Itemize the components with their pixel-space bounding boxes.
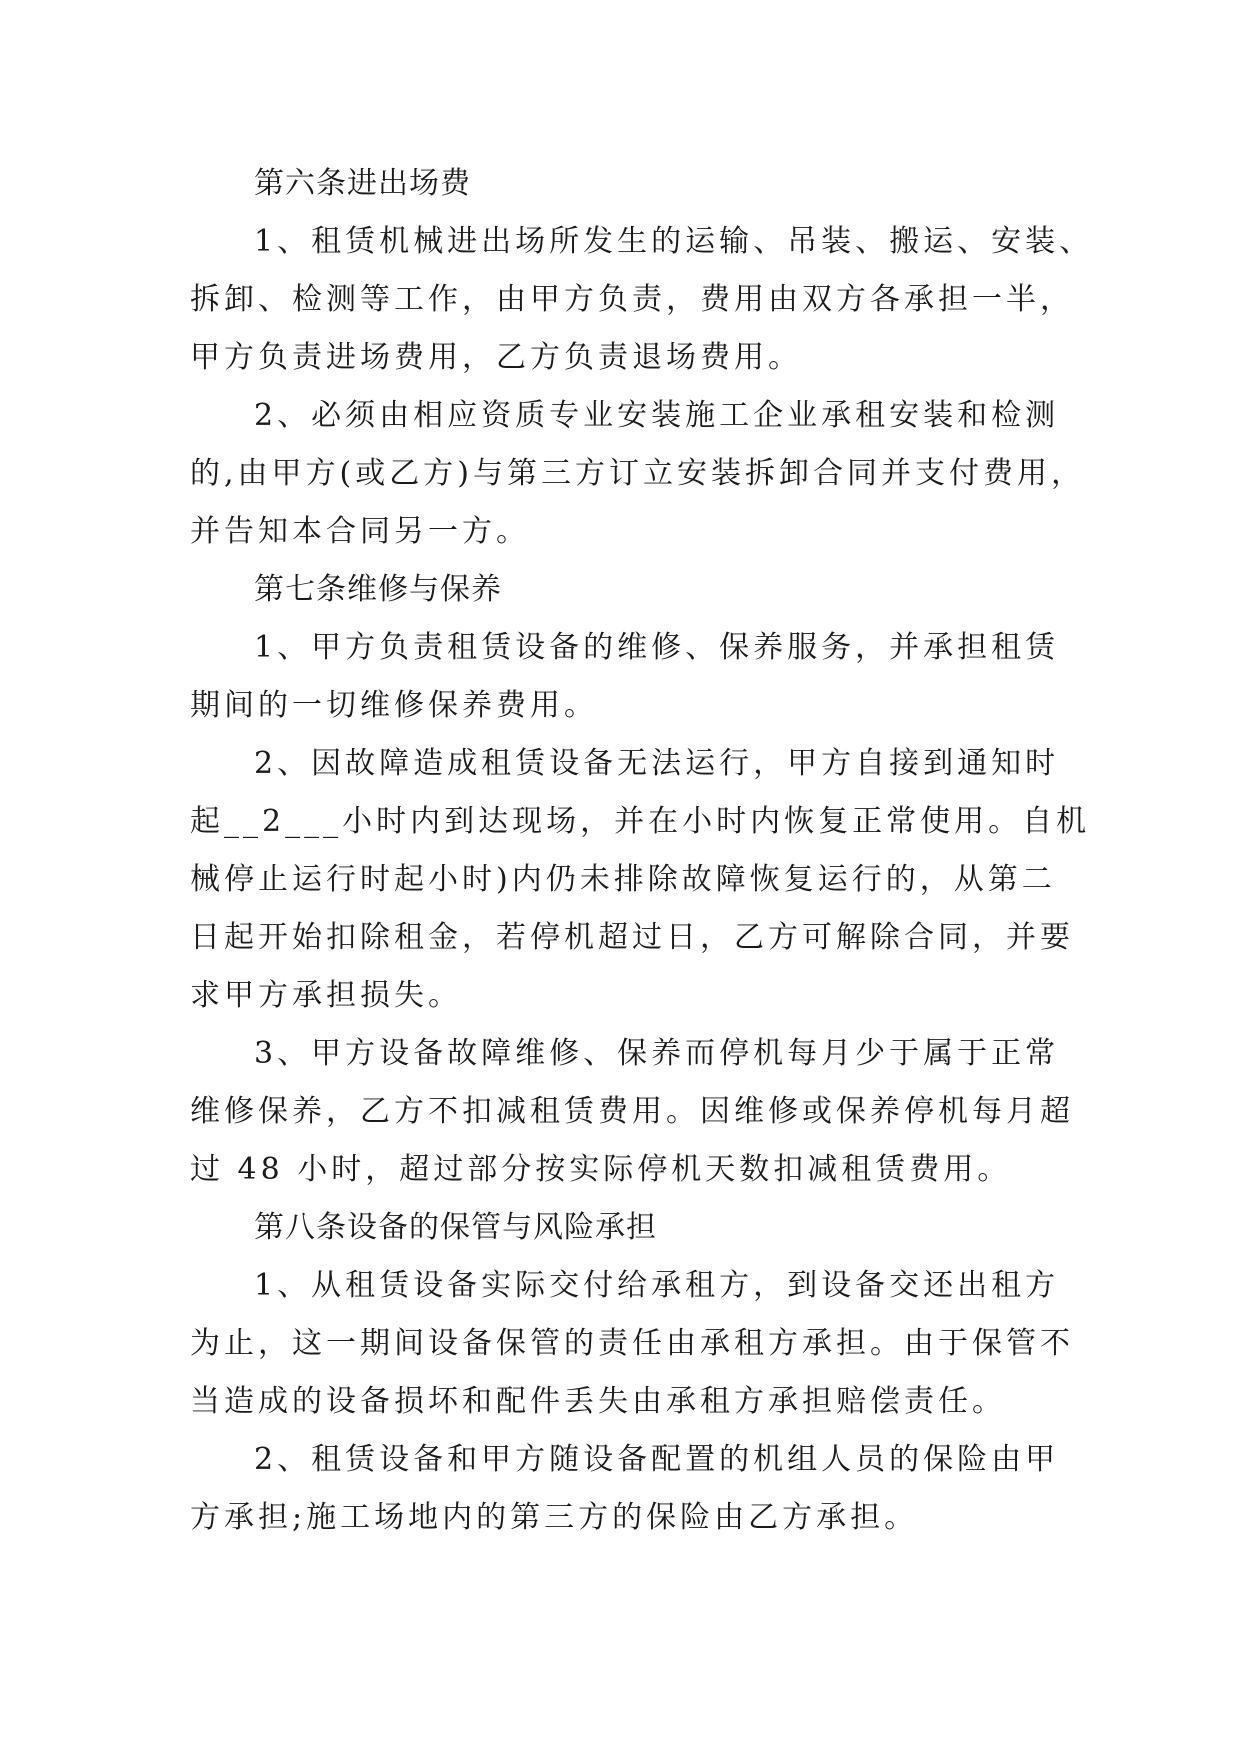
text-line: 2、必须由相应资质专业安装施工企业承租安装和检测 (254, 398, 1060, 433)
article-8-paragraph-1 (190, 1257, 1074, 1431)
article-8-paragraph-2 (190, 1431, 1060, 1547)
text-line: 的,由甲方(或乙方)与第三方订立安装拆卸合同并支付费用， (190, 456, 1085, 491)
article-7-paragraph-2 (190, 735, 1091, 1025)
article-6-paragraph-1 (190, 213, 1094, 387)
text-line: 为止，这一期间设备保管的责任由承租方承担。由于保管不 (190, 1326, 1074, 1361)
article-6-paragraph-2 (190, 387, 1085, 561)
document-page (190, 155, 1094, 1547)
text-line: 1、租赁机械进出场所发生的运输、吊装、搬运、安装、 (254, 224, 1094, 259)
text-line: 起__2___小时内到达现场，并在小时内恢复正常使用。自机 (190, 804, 1091, 839)
article-8-heading: 第八条设备的保管与风险承担 (254, 1210, 657, 1245)
text-line: 3、甲方设备故障维修、保养而停机每月少于属于正常 (254, 1036, 1060, 1071)
text-line: 过 48 小时，超过部分按实际停机天数扣减租赁费用。 (190, 1152, 1012, 1187)
text-line: 并告知本合同另一方。 (190, 514, 530, 549)
article-7-heading: 第七条维修与保养 (254, 572, 502, 607)
text-line: 1、甲方负责租赁设备的维修、保养服务，并承担租赁 (254, 630, 1060, 665)
text-line: 1、从租赁设备实际交付给承租方，到设备交还出租方 (254, 1268, 1060, 1303)
text-line: 2、租赁设备和甲方随设备配置的机组人员的保险由甲 (254, 1442, 1060, 1477)
article-7-paragraph-1 (190, 619, 1060, 735)
text-line: 求甲方承担损失。 (190, 978, 462, 1013)
article-7-paragraph-3 (190, 1025, 1074, 1199)
text-line: 方承担;施工场地内的第三方的保险由乙方承担。 (190, 1500, 919, 1535)
text-line: 维修保养，乙方不扣减租赁费用。因维修或保养停机每月超 (190, 1094, 1074, 1129)
text-line: 械停止运行时起小时)内仍未排除故障恢复运行的，从第二 (190, 862, 1056, 897)
text-line: 2、因故障造成租赁设备无法运行，甲方自接到通知时 (254, 746, 1060, 781)
text-line: 拆卸、检测等工作，由甲方负责，费用由双方各承担一半， (190, 282, 1074, 317)
text-line: 当造成的设备损坏和配件丢失由承租方承担赔偿责任。 (190, 1384, 1006, 1419)
text-line: 甲方负责进场费用，乙方负责退场费用。 (190, 340, 802, 375)
article-6-heading: 第六条进出场费 (254, 166, 471, 201)
text-line: 期间的一切维修保养费用。 (190, 688, 598, 723)
text-line: 日起开始扣除租金，若停机超过日，乙方可解除合同，并要 (190, 920, 1074, 955)
